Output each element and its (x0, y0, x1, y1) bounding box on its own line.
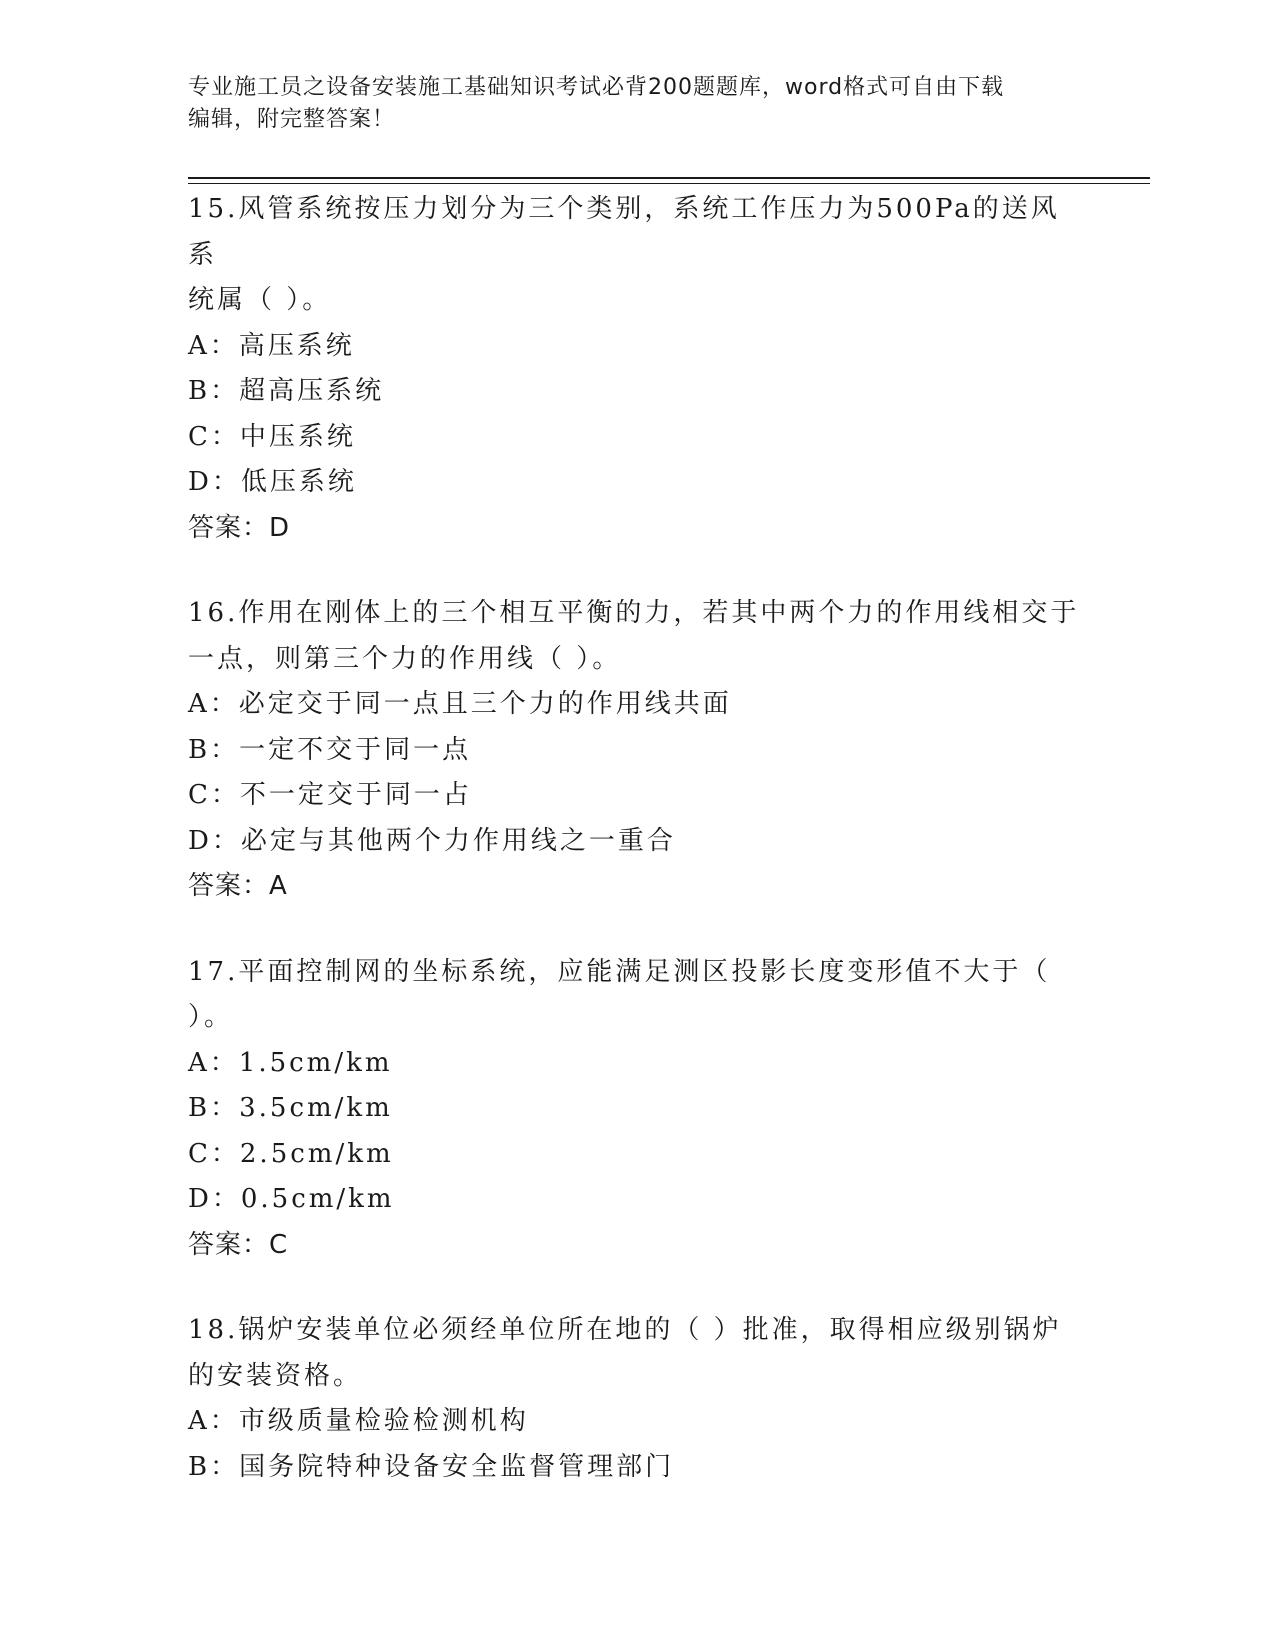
option-b: B：国务院特种设备安全监督管理部门 (188, 1451, 675, 1482)
answer: 答案：D (188, 512, 291, 543)
question-16 (188, 591, 1088, 910)
header-line-2: 编辑，附完整答案！ (188, 107, 396, 132)
option-b: B：超高压系统 (188, 376, 385, 406)
option-d: D：必定与其他两个力作用线之一重合 (188, 825, 676, 856)
option-c: C：2.5cm/km (188, 1138, 394, 1169)
document-header (188, 72, 1068, 136)
answer: 答案：A (188, 871, 288, 901)
option-b: B：一定不交于同一点 (188, 734, 472, 765)
option-a: A：市级质量检验检测机构 (188, 1406, 529, 1436)
question-stem-continued: 的安装资格。 (188, 1360, 363, 1391)
header-divider-thin (188, 183, 1150, 184)
question-stem: 18.锅炉安装单位必须经单位所在地的（ ）批准，取得相应级别锅炉 (188, 1315, 1062, 1345)
question-stem: 15.风管系统按压力划分为三个类别，系统工作压力为500Pa的送风系 (188, 194, 1060, 270)
question-15 (188, 187, 1088, 551)
option-a: A：必定交于同一点且三个力的作用线共面 (188, 689, 732, 719)
question-stem-continued: 一点，则第三个力的作用线（ ）。 (188, 643, 622, 674)
question-list (188, 187, 1088, 1530)
option-d: D：低压系统 (188, 467, 357, 497)
question-18 (188, 1308, 1088, 1490)
question-stem: 16.作用在刚体上的三个相互平衡的力，若其中两个力的作用线相交于 (188, 598, 1080, 628)
option-c: C：不一定交于同一占 (188, 780, 472, 810)
option-a: A：高压系统 (188, 330, 355, 361)
question-stem: 17.平面控制网的坐标系统，应能满足测区投影长度变形值不大于（ (188, 956, 1051, 987)
option-a: A：1.5cm/km (188, 1047, 393, 1078)
header-line-1: 专业施工员之设备安装施工基础知识考试必背200题题库，word格式可自由下载 (188, 75, 1005, 100)
question-17 (188, 950, 1088, 1269)
answer: 答案：C (188, 1229, 289, 1260)
option-d: D：0.5cm/km (188, 1184, 395, 1214)
question-stem-continued: ）。 (188, 1002, 234, 1032)
option-b: B：3.5cm/km (188, 1093, 393, 1123)
question-stem-continued: 统属（ ）。 (188, 285, 332, 315)
header-divider-thick (188, 177, 1150, 179)
option-c: C：中压系统 (188, 421, 356, 452)
